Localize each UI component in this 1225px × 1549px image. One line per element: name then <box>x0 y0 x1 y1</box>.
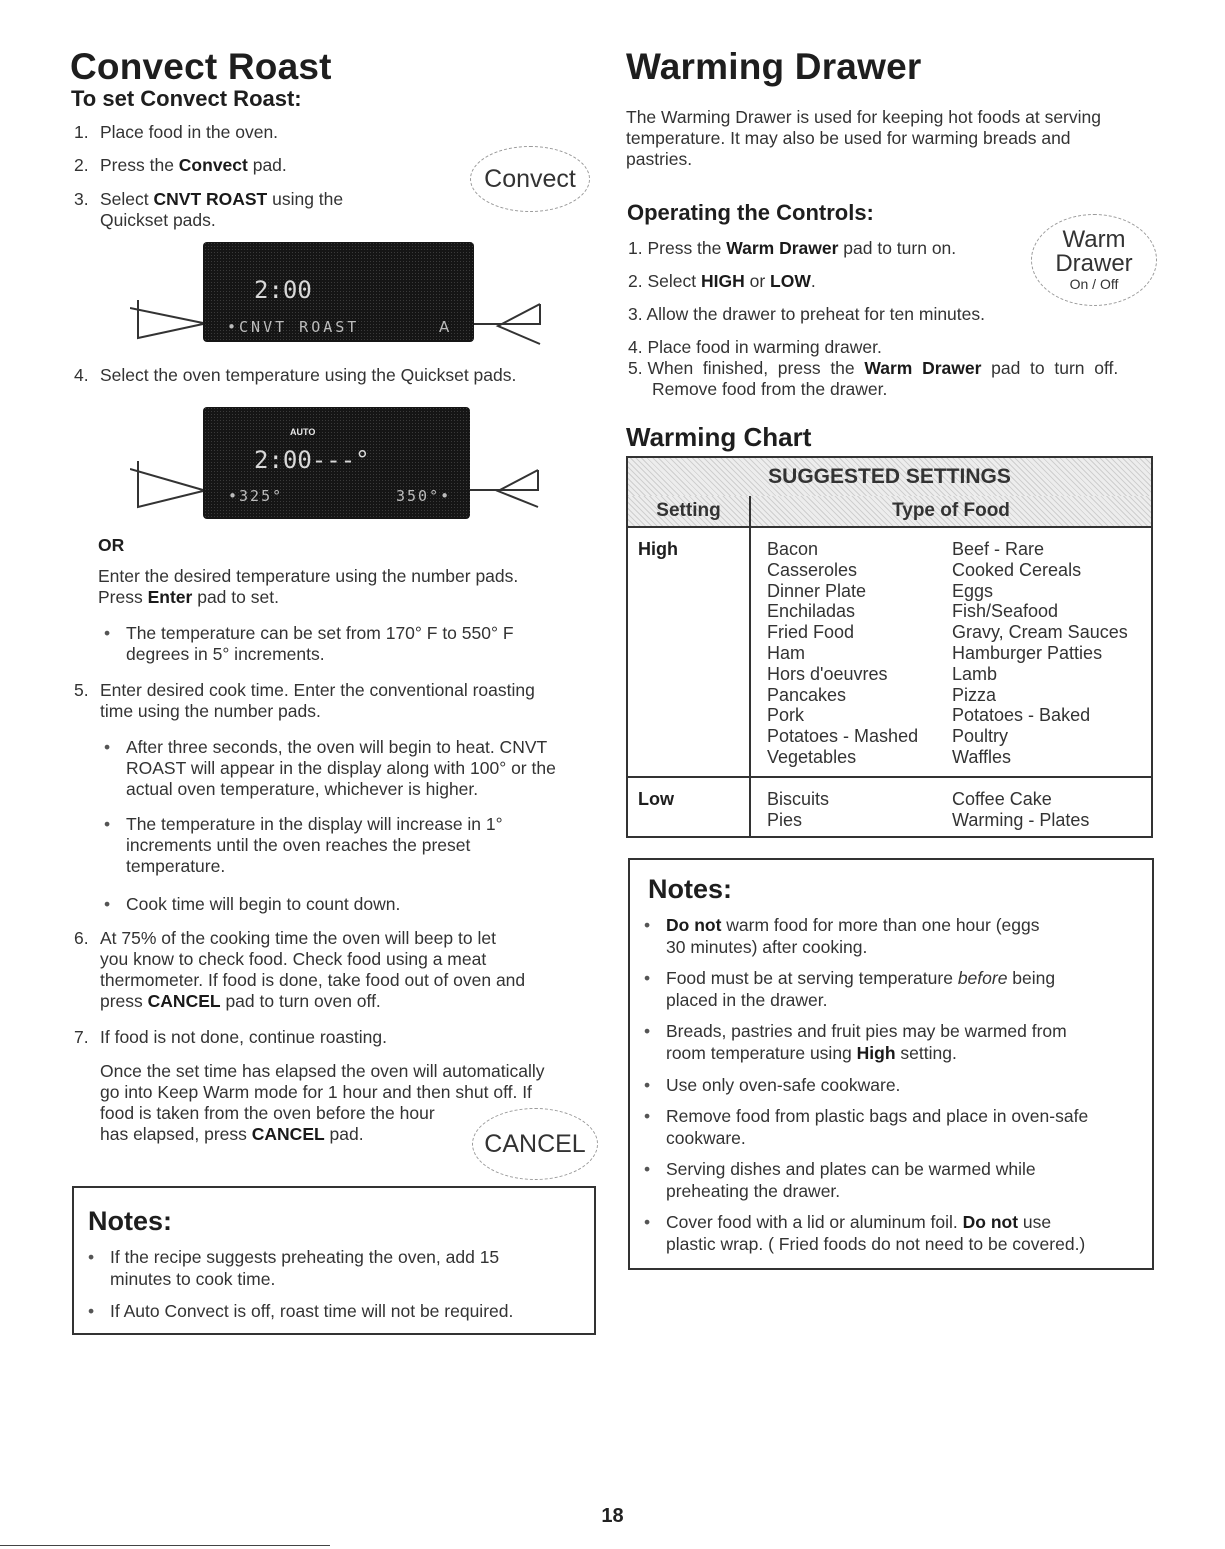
step-1: 1. Place food in the oven. <box>74 122 279 142</box>
oven-display-1 <box>130 240 550 345</box>
low-foods-col-2: Coffee Cake Warming - Plates <box>952 789 1090 830</box>
cancel-pad-label: CANCEL <box>484 1129 586 1158</box>
bullet-temp-increase: • The temperature in the display will increase in 1° increments until the oven reaches the preset temperature. <box>104 814 616 877</box>
display-1-arrow: A <box>439 318 450 336</box>
note-breads: • Breads, pastries and fruit pies may be warmed from room temperature using High setting. <box>644 1020 1156 1064</box>
section-subtitle: To set Convect Roast: <box>71 86 302 111</box>
setting-low: Low <box>638 789 674 809</box>
controls-title: Operating the Controls: <box>627 200 874 225</box>
note-plastic-bags: • Remove food from plastic bags and place in oven-safe cookware. <box>644 1105 1156 1149</box>
step-4: 4. Select the oven temperature using the Quickset pads. <box>74 365 517 385</box>
warming-chart-title: Warming Chart <box>626 422 812 452</box>
notes-title: Notes: <box>88 1206 173 1236</box>
section-title: Convect Roast <box>70 46 332 87</box>
high-foods-col-1: Bacon Casseroles Dinner Plate Enchiladas Fried Food Ham Hors d'oeuvres Pancakes Pork Potatoes - Mashed Vegetables <box>767 539 919 767</box>
step-7: 7. If food is not done, continue roasting. <box>74 1027 387 1047</box>
section-title: Warming Drawer <box>626 46 922 87</box>
warm-drawer-pad-button[interactable] <box>1031 214 1157 306</box>
oven-display-2 <box>130 405 550 525</box>
low-foods-col-1: Biscuits Pies <box>767 789 830 830</box>
control-step-3: 3. Allow the drawer to preheat for ten minutes. <box>628 304 985 324</box>
page-number: 18 <box>601 1505 624 1527</box>
bullet-temperature-range: • The temperature can be set from 170° F to 550° F degrees in 5° increments. <box>104 623 596 665</box>
chart-header: SUGGESTED SETTINGS <box>628 458 1151 496</box>
note-time-limit: • Do not warm food for more than one hour (eggs 30 minutes) after cooking. <box>644 914 1156 958</box>
notes-title: Notes: <box>648 874 733 904</box>
step-3: 3. Select CNVT ROAST using the Quickset pads. <box>74 189 344 230</box>
pad-drawer-label: Drawer <box>1055 250 1133 277</box>
intro-paragraph: The Warming Drawer is used for keeping hot foods at serving temperature. It may also be used for warming breads and pastries. <box>626 107 1101 169</box>
note-cover-food: • Cover food with a lid or aluminum foil. Do not use plastic wrap. ( Fried foods do not need to be covered.) <box>644 1211 1166 1255</box>
convect-pad-label: Convect <box>484 164 576 193</box>
col-header-setting: Setting <box>628 496 749 526</box>
note-serving-temp: • Food must be at serving temperature before being placed in the drawer. <box>644 967 1156 1011</box>
display-2-temp-left: •325° <box>228 487 284 505</box>
pad-warm-label: Warm <box>1062 226 1126 253</box>
cancel-pad-button[interactable] <box>472 1108 598 1180</box>
display-1-mode: •CNVT ROAST <box>227 318 360 336</box>
notes-box-left <box>72 1186 596 1335</box>
control-step-1: 1. Press the Warm Drawer pad to turn on. <box>628 238 957 258</box>
bullet-countdown: • Cook time will begin to count down. <box>104 893 616 915</box>
convect-pad-button[interactable] <box>470 146 590 212</box>
step-2: 2. Press the Convect pad. <box>74 155 287 175</box>
display-2-temp-right: 350°• <box>396 487 452 505</box>
note-cookware: • Use only oven-safe cookware. <box>644 1074 1156 1096</box>
note-serving-dishes: • Serving dishes and plates can be warmed while preheating the drawer. <box>644 1158 1156 1202</box>
control-step-2: 2. Select HIGH or LOW. <box>628 271 816 291</box>
setting-high: High <box>638 539 678 559</box>
display-2-time: 2:00---° <box>254 446 370 474</box>
display-1-time: 2:00 <box>254 276 312 304</box>
note-auto-convect: • If Auto Convect is off, roast time will not be required. <box>88 1300 590 1322</box>
control-step-5: 5. When finished, press the Warm Drawer pad to turn off. Remove food from the drawer. <box>628 358 1119 399</box>
step-6: 6. At 75% of the cooking time the oven will beep to let you know to check food. Check food using a meat thermometer. If food is done, take food out of oven and press CANCEL pad to turn oven off. <box>74 928 526 1011</box>
pad-onoff-label: On / Off <box>1069 276 1119 292</box>
control-step-4: 4. Place food in warming drawer. <box>628 337 882 357</box>
high-foods-col-2: Beef - Rare Cooked Cereals Eggs Fish/Seafood Gravy, Cream Sauces Hamburger Patties Lamb Pizza Potatoes - Baked Poultry Waffles <box>952 539 1128 767</box>
notes-box-right <box>628 858 1154 1270</box>
keep-warm-paragraph: Once the set time has elapsed the oven will automatically go into Keep Warm mode for 1 hour and then shut off. If food is taken from the oven before the hour has elapsed, press CANCEL pad. <box>100 1061 545 1144</box>
or-label: OR <box>98 535 125 555</box>
note-preheating: • If the recipe suggests preheating the oven, add 15 minutes to cook time. <box>88 1246 580 1290</box>
warming-chart-table <box>626 456 1153 838</box>
display-2-auto: AUTO <box>290 427 316 437</box>
or-text: Enter the desired temperature using the number pads. Press Enter pad to set. <box>98 566 519 607</box>
col-header-food: Type of Food <box>751 496 1151 526</box>
bullet-heat-start: • After three seconds, the oven will begin to heat. CNVT ROAST will appear in the display along with 100° or the actual oven temperature, whichever is higher. <box>104 737 616 800</box>
footer-rule <box>0 1545 330 1546</box>
controls-steps <box>628 232 985 364</box>
step-5: 5. Enter desired cook time. Enter the conventional roasting time using the number pads. <box>74 680 535 721</box>
